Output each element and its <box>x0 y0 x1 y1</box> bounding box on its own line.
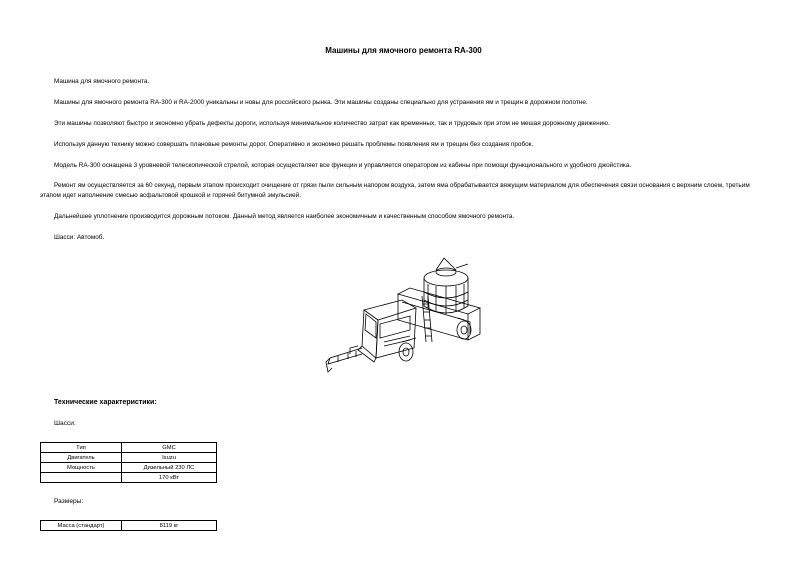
cab-drawing <box>358 300 416 362</box>
paragraph-machines: Машины для ямочного ремонта RA-300 и RA-2000 уникальны и новы для российского рынка. Эти машины созданы специально для устранения ям и трещин в дорожном полотне. <box>54 99 588 106</box>
spec-name: Масса (стандарт) <box>41 521 122 531</box>
paragraph-compaction: Дальнейшее уплотнение производится дорожным потоком. Данный метод является наиболее экономичным и качественным способом ямочного ремонта. <box>54 213 515 220</box>
table-row <box>41 473 217 483</box>
paragraph-intro: Машина для ямочного ремонта. <box>54 78 150 85</box>
dimensions-specs-table <box>40 520 217 531</box>
tank-drawing <box>424 258 468 314</box>
repair-truck-illustration <box>318 250 498 380</box>
spec-value: 170 кВт <box>122 473 217 483</box>
spec-value: 8119 кг <box>122 521 217 531</box>
paragraph-chassis: Шасси: Автомоб. <box>54 234 105 241</box>
document-title: Машины для ямочного ремонта RA-300 <box>325 46 482 55</box>
spec-value: GMC <box>122 443 217 453</box>
chassis-label: Шасси: <box>54 420 76 427</box>
spec-name <box>41 473 122 483</box>
table-row <box>41 521 217 531</box>
spec-value: Isuzu <box>122 453 217 463</box>
table-row <box>41 453 217 463</box>
spec-value: Дизельный 230 ЛС <box>122 463 217 473</box>
table-row <box>41 443 217 453</box>
spec-name: Тип <box>41 443 122 453</box>
paragraph-repair-process: Ремонт ям осуществляется за 60 секунд, первым этапом происходит очищение от грязи пыли сильным напором воздуха, затем яма обрабатывается вяжущим материалом для обеспечения связи основания с верхним слоем, третьим этапом идет наполнение смесью асфальтовой крошкой и горячей битумной эмульсией. <box>40 182 750 199</box>
table-row <box>41 463 217 473</box>
specs-heading: Технические характеристики: <box>54 399 157 406</box>
paragraph-boom: Модель RA-300 оснащена 3 уровневой телескопической стрелой, которая осуществляет все функции и управляется оператором из кабины при помощи функционального и удобного джойстика. <box>54 162 632 169</box>
dimensions-label: Размеры: <box>54 498 84 505</box>
chassis-specs-table <box>40 442 217 483</box>
paragraph-planned-repair: Используя данную технику можно совершать плановые ремонты дорог. Оперативно и экономно решать проблемы появления ям и трещин без создания пробок. <box>54 141 534 148</box>
spec-name: Двигатель <box>41 453 122 463</box>
paragraph-benefits: Эти машины позволяют быстро и экономно убрать дефекты дороги, используя минимальное количество затрат как временных, так и трудовых при этом не мешая дорожному движению. <box>54 120 610 127</box>
spec-name: Мощность <box>41 463 122 473</box>
boom-arm-drawing <box>326 346 362 372</box>
